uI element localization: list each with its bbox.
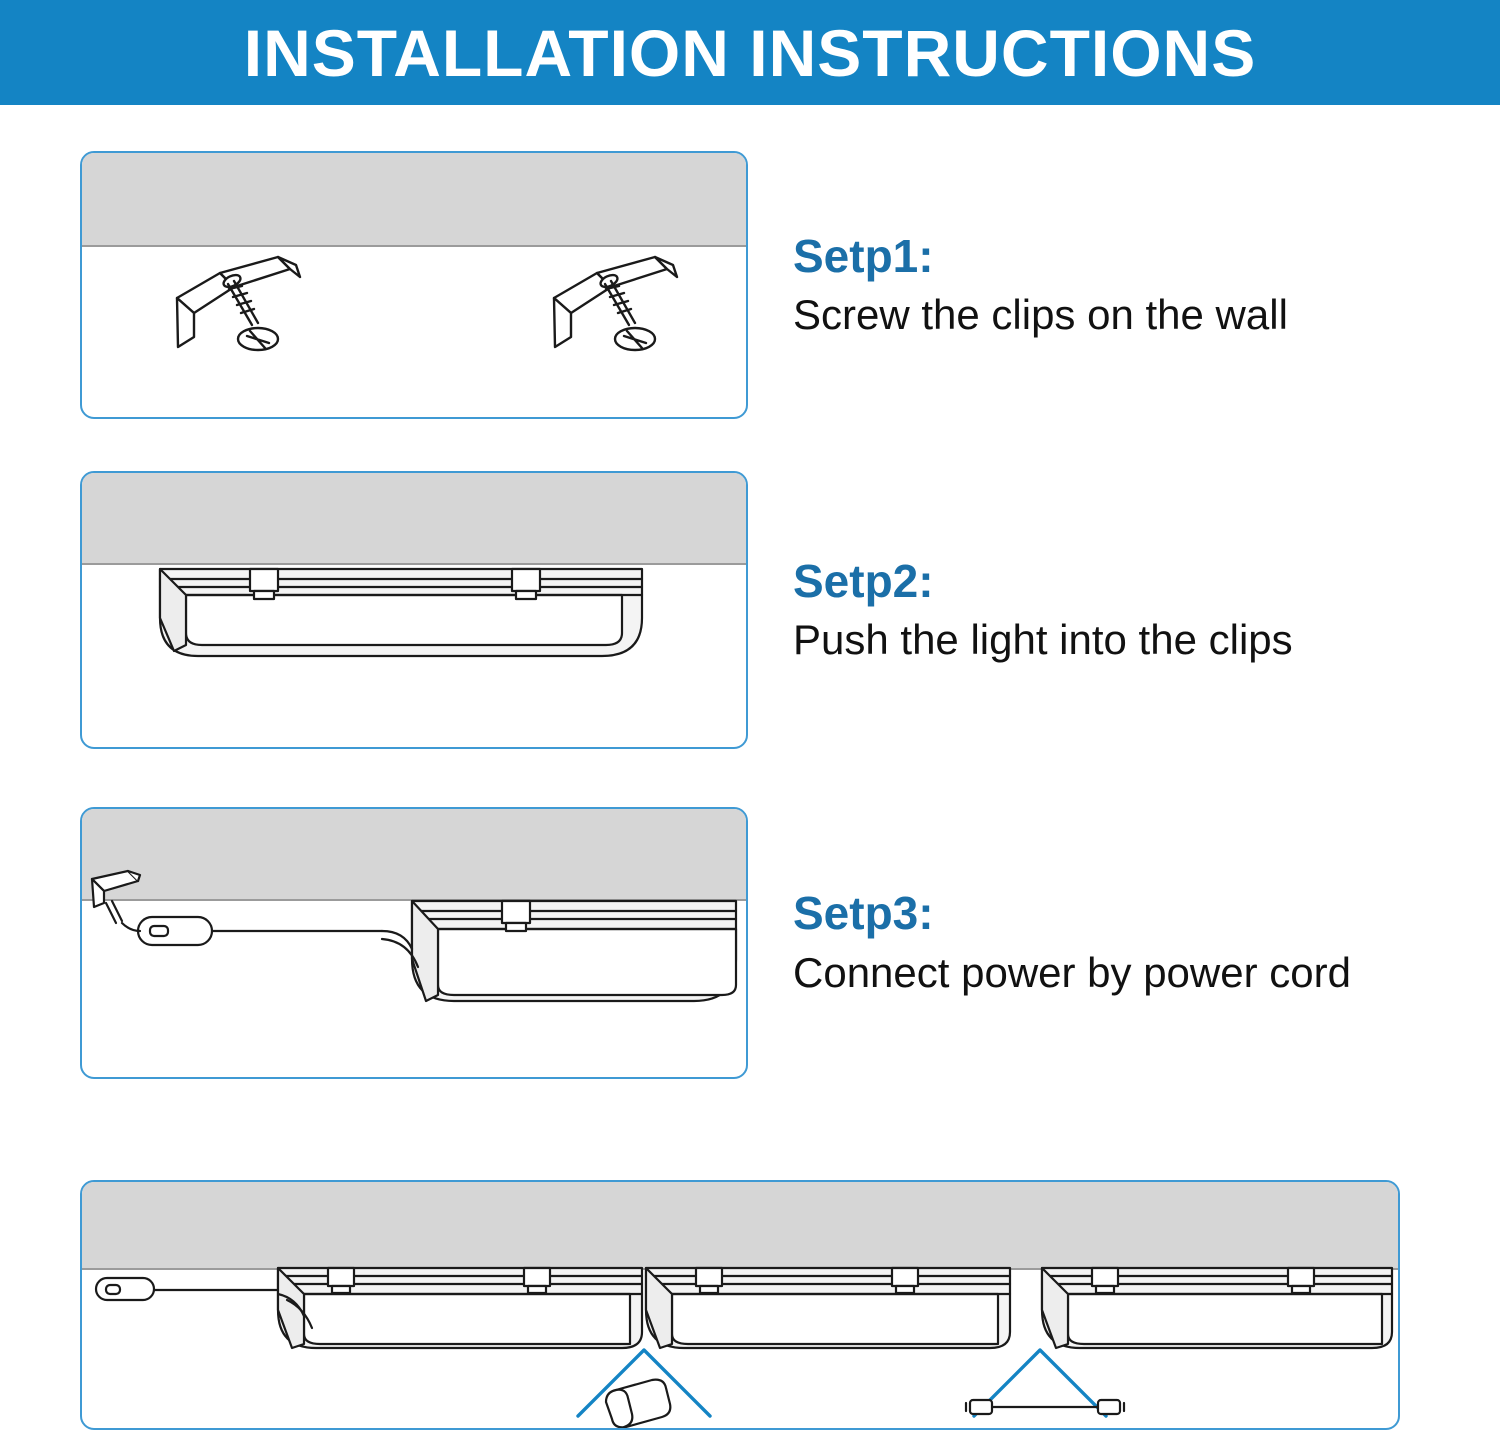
step-1-label: Setp1: [793, 229, 934, 282]
step-2-text [793, 556, 1473, 665]
step-row-1 [0, 150, 1500, 420]
step-1-text [793, 231, 1473, 340]
step-row-2 [0, 470, 1500, 750]
overview-illustration-panel [80, 1180, 1400, 1430]
step-3-illustration-panel [80, 807, 748, 1079]
header-bar [0, 0, 1500, 105]
light-fixture-pushed-into-clips-icon [82, 473, 746, 747]
step-3-description: Connect power by power cord [793, 948, 1351, 996]
step-2-illustration-panel [80, 471, 748, 749]
step-2-label: Setp2: [793, 554, 934, 607]
step-2-description: Push the light into the clips [793, 616, 1293, 664]
step-1-illustration-panel [80, 151, 748, 419]
page-title: INSTALLATION INSTRUCTIONS [243, 15, 1257, 90]
wall-with-two-screw-clips-icon [82, 153, 746, 417]
step-3-label: Setp3: [793, 887, 934, 940]
step-3-text [793, 888, 1473, 997]
link-cable-icon [966, 1400, 1124, 1414]
step-1-description: Screw the clips on the wall [793, 291, 1288, 339]
light-fixture-with-power-cord-icon [82, 809, 746, 1077]
linked-light-fixtures-overview-icon [82, 1182, 1398, 1428]
connector-plug-icon [606, 1380, 670, 1428]
step-row-3 [0, 805, 1500, 1080]
